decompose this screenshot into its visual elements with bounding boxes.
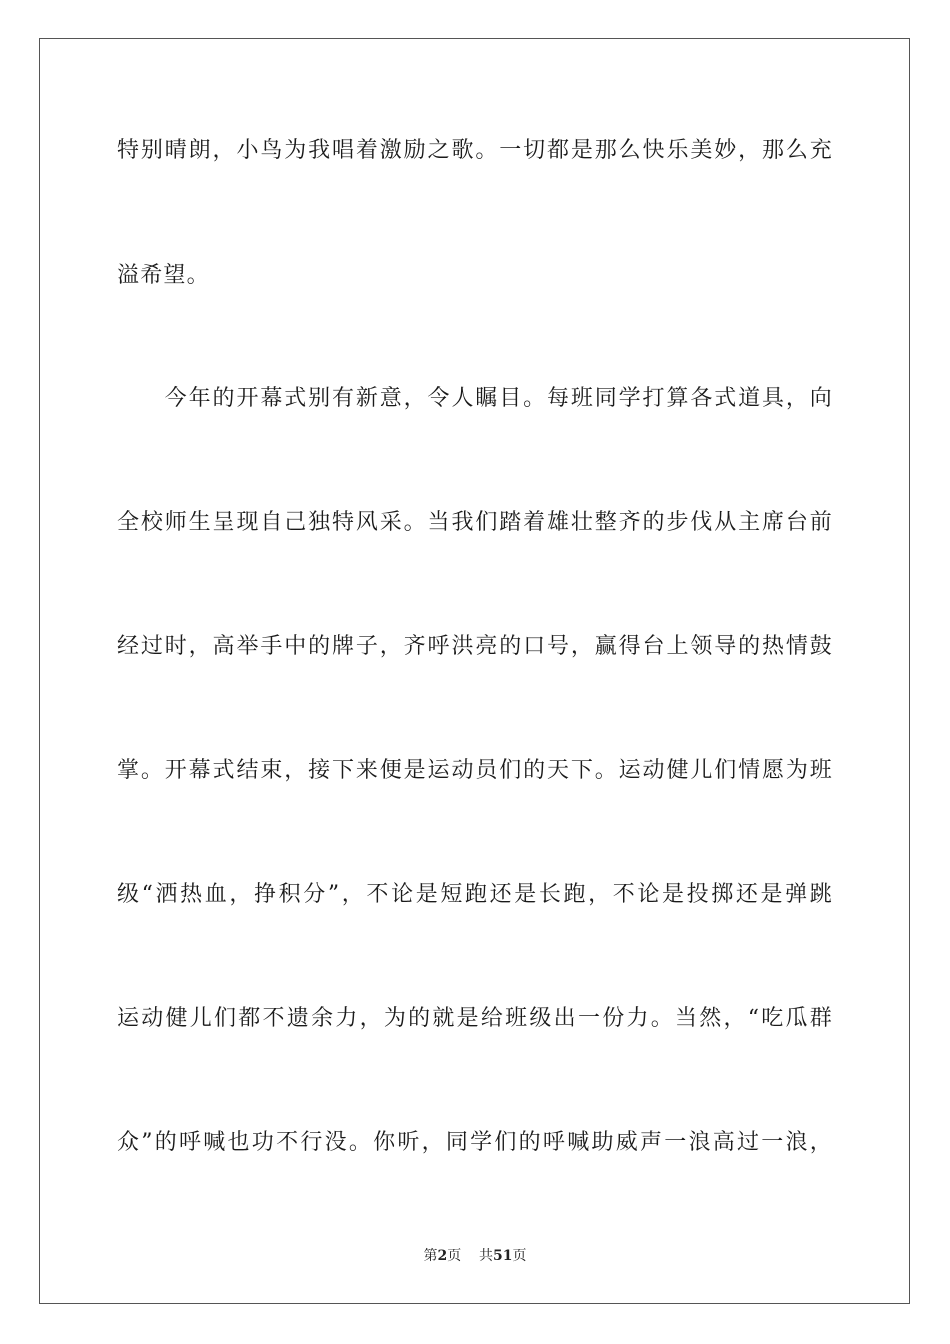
text-line: 今年的开幕式别有新意，令人瞩目。每班同学打算各式道具，向: [117, 386, 833, 411]
text-line: 运动健儿们都不遗余力，为的就是给班级出一份力。当然，“吃瓜群: [117, 1006, 833, 1031]
text-line: 溢希望。: [117, 263, 210, 288]
text-line: 级“洒热血，挣积分”，不论是短跑还是长跑，不论是投掷还是弹跳: [117, 882, 833, 907]
text-line: 特别晴朗，小鸟为我唱着激励之歌。一切都是那么快乐美妙，那么充: [117, 138, 833, 163]
total-suffix: 页: [512, 1248, 527, 1264]
text-line: 全校师生呈现自己独特风采。当我们踏着雄壮整齐的步伐从主席台前: [117, 510, 833, 535]
total-prefix: 共: [479, 1248, 494, 1264]
page-prefix: 第: [423, 1248, 438, 1264]
page-border: [39, 38, 910, 1304]
total-pages: 51: [493, 1248, 513, 1264]
text-line: 掌。开幕式结束，接下来便是运动员们的天下。运动健儿们情愿为班: [117, 758, 833, 783]
page-footer: [0, 1246, 950, 1266]
text-line: 经过时，高举手中的牌子，齐呼洪亮的口号，赢得台上领导的热情鼓: [117, 634, 833, 659]
page-suffix: 页: [447, 1248, 462, 1264]
page-number: 2: [437, 1248, 448, 1264]
text-line: 众”的呼喊也功不行没。你听，同学们的呼喊助威声一浪高过一浪，: [117, 1130, 833, 1155]
